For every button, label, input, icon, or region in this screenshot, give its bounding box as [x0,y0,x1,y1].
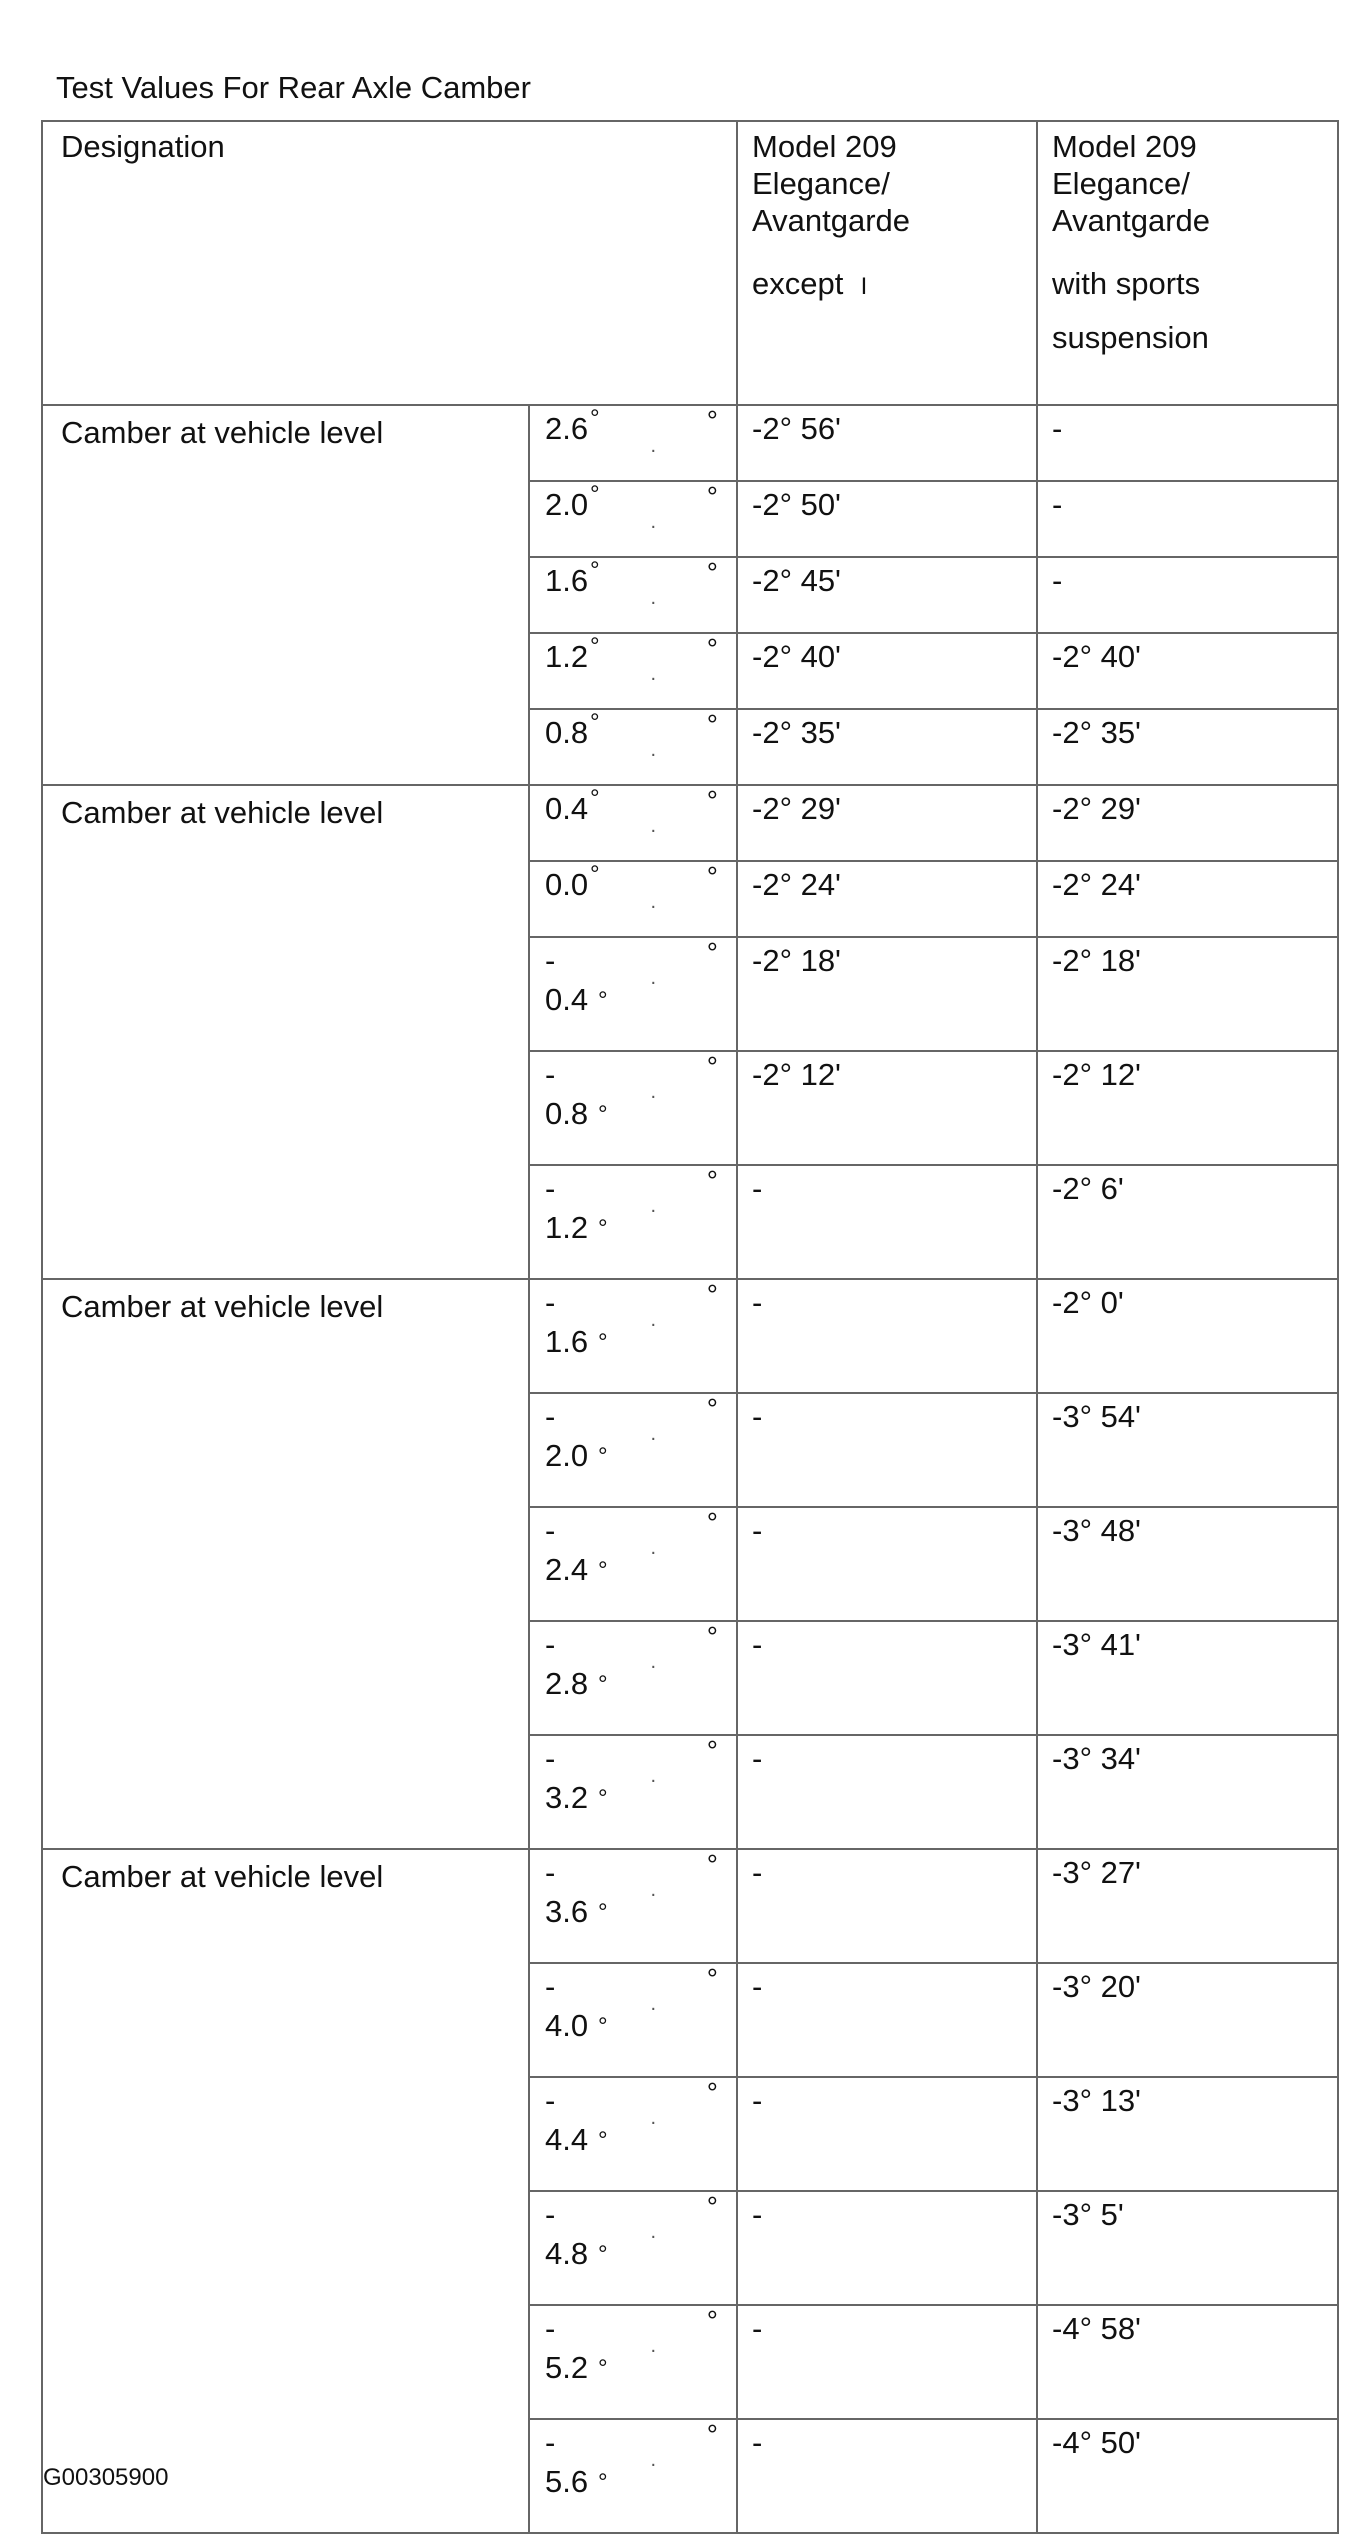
camber-except-value: -2° 45' [752,563,841,598]
camber-except-cell [737,1963,1037,2077]
section-label-cell [42,785,529,1279]
header-text: Model 209 [1052,129,1197,164]
scan-dot: . [650,739,656,761]
degree-mark: ° [706,709,718,740]
header-model-except [737,121,1037,405]
camber-except-cell [737,2305,1037,2419]
header-designation [42,121,737,405]
degree-mark: ° [706,1051,718,1082]
camber-sports-value: -2° 0' [1052,1285,1124,1320]
level-sign: - [545,1285,556,1320]
degree-mark: ° [590,785,600,812]
degree-mark: ° [598,1557,608,1584]
camber-sports-cell [1037,2305,1338,2419]
degree-mark: ° [706,2419,718,2450]
level-value: 3.2 [545,1780,589,1815]
header-model-sports [1037,121,1338,405]
level-sign: - [545,1627,556,1662]
camber-except-cell [737,2419,1037,2533]
degree-mark: ° [590,633,600,660]
level-value: 0.0 [545,867,589,902]
degree-mark: ° [706,1735,718,1766]
degree-mark: ° [706,1165,718,1196]
table-body [42,405,1338,2533]
degree-mark: ° [706,937,718,968]
camber-sports-value: -3° 54' [1052,1399,1141,1434]
camber-except-value: -2° 24' [752,867,841,902]
section-label-cell [42,1849,529,2533]
scan-dot: . [650,815,656,837]
degree-mark: ° [590,481,600,508]
camber-sports-cell [1037,1051,1338,1165]
camber-sports-value: -3° 20' [1052,1969,1141,2004]
camber-except-value: - [752,2197,763,2232]
degree-mark: ° [598,987,608,1014]
camber-except-value: -2° 18' [752,943,841,978]
degree-mark: ° [598,1215,608,1242]
vehicle-level-cell [529,481,737,557]
camber-except-cell [737,1393,1037,1507]
table-row [42,785,1338,861]
scan-dot: . [650,967,656,989]
vehicle-level-cell [529,405,737,481]
level-sign: - [545,1399,556,1434]
table-header-row [42,121,1338,405]
degree-mark: ° [706,1393,718,1424]
degree-mark: ° [706,2191,718,2222]
vehicle-level-cell [529,1849,737,1963]
level-value: 0.8 [545,715,589,750]
scan-dot: . [650,1537,656,1559]
level-sign: - [545,1855,556,1890]
degree-mark: ° [590,709,600,736]
table-row [42,405,1338,481]
camber-sports-value: -2° 35' [1052,715,1141,750]
header-text: except [752,266,844,301]
scan-dot: . [650,1309,656,1331]
degree-mark: ° [598,1329,608,1356]
scan-dot: . [650,1195,656,1217]
camber-sports-cell [1037,785,1338,861]
level-sign: - [545,1969,556,2004]
camber-sports-value: -3° 5' [1052,2197,1124,2232]
header-text: Avantgarde [1052,203,1210,238]
degree-mark: ° [598,1785,608,1812]
degree-mark: ° [590,861,600,888]
camber-except-value: -2° 35' [752,715,841,750]
section-label: Camber at vehicle level [61,415,384,450]
level-value: 1.2 [545,639,589,674]
table-row [42,1279,1338,1393]
degree-mark: ° [590,557,600,584]
camber-sports-cell [1037,1165,1338,1279]
camber-except-cell [737,633,1037,709]
camber-except-cell [737,2077,1037,2191]
camber-except-value: - [752,2425,763,2460]
header-designation-label: Designation [61,129,225,164]
vehicle-level-cell [529,1393,737,1507]
scan-dot: . [650,2107,656,2129]
camber-sports-value: -4° 50' [1052,2425,1141,2460]
camber-except-cell [737,557,1037,633]
header-text: Elegance/ [1052,166,1190,201]
header-text-except [752,265,1036,305]
header-text: Model 209 [752,129,897,164]
level-sign: - [545,2425,556,2460]
camber-sports-cell [1037,557,1338,633]
vehicle-level-cell [529,1735,737,1849]
level-value: 2.0 [545,487,589,522]
camber-except-cell [737,1735,1037,1849]
level-sign: - [545,2311,556,2346]
section-label: Camber at vehicle level [61,1859,384,1894]
scan-dot: . [650,1651,656,1673]
camber-sports-cell [1037,937,1338,1051]
degree-mark: ° [706,481,718,512]
section-label-cell [42,1279,529,1849]
scan-dot: . [650,511,656,533]
table-row [42,1849,1338,1963]
level-sign: - [545,1057,556,1092]
page-title: Test Values For Rear Axle Camber [56,70,531,105]
camber-sports-value: -2° 12' [1052,1057,1141,1092]
level-value: 0.4 [545,982,589,1017]
camber-except-cell [737,937,1037,1051]
camber-except-value: -2° 40' [752,639,841,674]
level-value: 4.0 [545,2008,589,2043]
level-sign: - [545,2083,556,2118]
degree-mark: ° [598,1671,608,1698]
camber-sports-cell [1037,481,1338,557]
header-text: suspension [1052,320,1209,355]
degree-mark: ° [598,1899,608,1926]
camber-except-value: - [752,1741,763,1776]
level-sign: - [545,2197,556,2232]
camber-except-value: - [752,1513,763,1548]
level-value: 3.6 [545,1894,589,1929]
header-text: Elegance/ [752,166,890,201]
vehicle-level-cell [529,785,737,861]
level-value: 4.8 [545,2236,589,2271]
vehicle-level-cell [529,1963,737,2077]
degree-mark: ° [590,405,600,432]
camber-except-value: - [752,1171,763,1206]
vehicle-level-cell [529,2191,737,2305]
camber-sports-cell [1037,1279,1338,1393]
camber-sports-cell [1037,861,1338,937]
camber-sports-value: -2° 24' [1052,867,1141,902]
camber-except-cell [737,1279,1037,1393]
camber-except-cell [737,785,1037,861]
degree-mark: ° [706,1621,718,1652]
camber-sports-cell [1037,2077,1338,2191]
camber-sports-value: -2° 40' [1052,639,1141,674]
camber-except-value: - [752,1285,763,1320]
camber-sports-cell [1037,1849,1338,1963]
vehicle-level-cell [529,2305,737,2419]
level-sign: - [545,943,556,978]
camber-except-cell [737,405,1037,481]
degree-mark: ° [706,2305,718,2336]
camber-except-cell [737,709,1037,785]
camber-sports-cell [1037,709,1338,785]
camber-sports-value: -4° 58' [1052,2311,1141,2346]
camber-sports-value: - [1052,563,1063,598]
scan-dot: . [650,1879,656,1901]
camber-sports-value: - [1052,487,1063,522]
degree-mark: ° [706,405,718,436]
degree-mark: ° [598,2469,608,2496]
level-value: 2.8 [545,1666,589,1701]
scan-dot: . [650,1423,656,1445]
level-sign: - [545,1171,556,1206]
scan-dot: . [650,435,656,457]
camber-sports-cell [1037,1393,1338,1507]
degree-mark: ° [598,2127,608,2154]
vehicle-level-cell [529,1507,737,1621]
level-value: 5.6 [545,2464,589,2499]
camber-except-cell [737,1165,1037,1279]
figure-id: G00305900 [43,2464,169,2491]
camber-except-cell [737,1507,1037,1621]
level-value: 0.8 [545,1096,589,1131]
camber-sports-value: -3° 13' [1052,2083,1141,2118]
camber-except-value: - [752,1969,763,2004]
scan-dot: . [650,891,656,913]
camber-except-value: -2° 56' [752,411,841,446]
degree-mark: ° [598,2013,608,2040]
degree-mark: ° [706,1279,718,1310]
level-value: 5.2 [545,2350,589,2385]
level-sign: - [545,1741,556,1776]
camber-except-value: - [752,2083,763,2118]
camber-except-cell [737,1051,1037,1165]
camber-sports-value: -3° 48' [1052,1513,1141,1548]
level-value: 1.2 [545,1210,589,1245]
camber-sports-cell [1037,1621,1338,1735]
vehicle-level-cell [529,557,737,633]
camber-sports-value: -3° 41' [1052,1627,1141,1662]
vehicle-level-cell [529,1621,737,1735]
degree-mark: ° [598,2241,608,2268]
camber-except-cell [737,2191,1037,2305]
scan-dot: . [650,1765,656,1787]
degree-mark: ° [706,2077,718,2108]
camber-except-value: -2° 50' [752,487,841,522]
level-value: 0.4 [545,791,589,826]
vehicle-level-cell [529,937,737,1051]
scan-dot: . [650,2221,656,2243]
header-text: Avantgarde [752,203,910,238]
camber-except-cell [737,481,1037,557]
camber-sports-value: -2° 18' [1052,943,1141,978]
vehicle-level-cell [529,1165,737,1279]
camber-sports-cell [1037,1963,1338,2077]
level-value: 2.4 [545,1552,589,1587]
scan-dot: . [650,1993,656,2015]
degree-mark: ° [706,861,718,892]
camber-sports-cell [1037,1507,1338,1621]
degree-mark: ° [706,1849,718,1880]
camber-sports-cell [1037,633,1338,709]
section-label: Camber at vehicle level [61,795,384,830]
scan-dot: . [650,2449,656,2471]
vehicle-level-cell [529,2077,737,2191]
scan-dot: . [650,2335,656,2357]
vehicle-level-cell [529,861,737,937]
scan-dot: . [650,663,656,685]
degree-mark: ° [706,785,718,816]
degree-mark: ° [706,1963,718,1994]
degree-mark: ° [706,1507,718,1538]
camber-except-cell [737,861,1037,937]
degree-mark: ° [706,633,718,664]
camber-except-value: - [752,1855,763,1890]
camber-sports-cell [1037,2419,1338,2533]
camber-sports-value: -3° 34' [1052,1741,1141,1776]
scan-dot: . [650,587,656,609]
camber-except-value: -2° 12' [752,1057,841,1092]
camber-sports-cell [1037,1735,1338,1849]
degree-mark: ° [706,557,718,588]
level-value: 4.4 [545,2122,589,2157]
scan-dot: . [650,1081,656,1103]
camber-except-value: - [752,2311,763,2346]
degree-mark: ° [598,1101,608,1128]
camber-sports-value: -2° 6' [1052,1171,1124,1206]
vehicle-level-cell [529,633,737,709]
camber-except-value: - [752,1627,763,1662]
camber-table [41,120,1339,2534]
camber-sports-cell [1037,405,1338,481]
camber-except-cell [737,1849,1037,1963]
vehicle-level-cell [529,709,737,785]
camber-sports-value: -3° 27' [1052,1855,1141,1890]
header-text: with sports [1052,266,1201,301]
level-sign: - [545,1513,556,1548]
camber-sports-value: - [1052,411,1063,446]
level-value: 2.6 [545,411,589,446]
header-mark: I [860,273,868,300]
section-label-cell [42,405,529,785]
vehicle-level-cell [529,1279,737,1393]
section-label: Camber at vehicle level [61,1289,384,1324]
degree-mark: ° [598,2355,608,2382]
camber-sports-cell [1037,2191,1338,2305]
camber-sports-value: -2° 29' [1052,791,1141,826]
level-value: 1.6 [545,1324,589,1359]
level-value: 2.0 [545,1438,589,1473]
level-value: 1.6 [545,563,589,598]
camber-except-value: -2° 29' [752,791,841,826]
camber-except-value: - [752,1399,763,1434]
vehicle-level-cell [529,1051,737,1165]
vehicle-level-cell [529,2419,737,2533]
degree-mark: ° [598,1443,608,1470]
camber-except-cell [737,1621,1037,1735]
